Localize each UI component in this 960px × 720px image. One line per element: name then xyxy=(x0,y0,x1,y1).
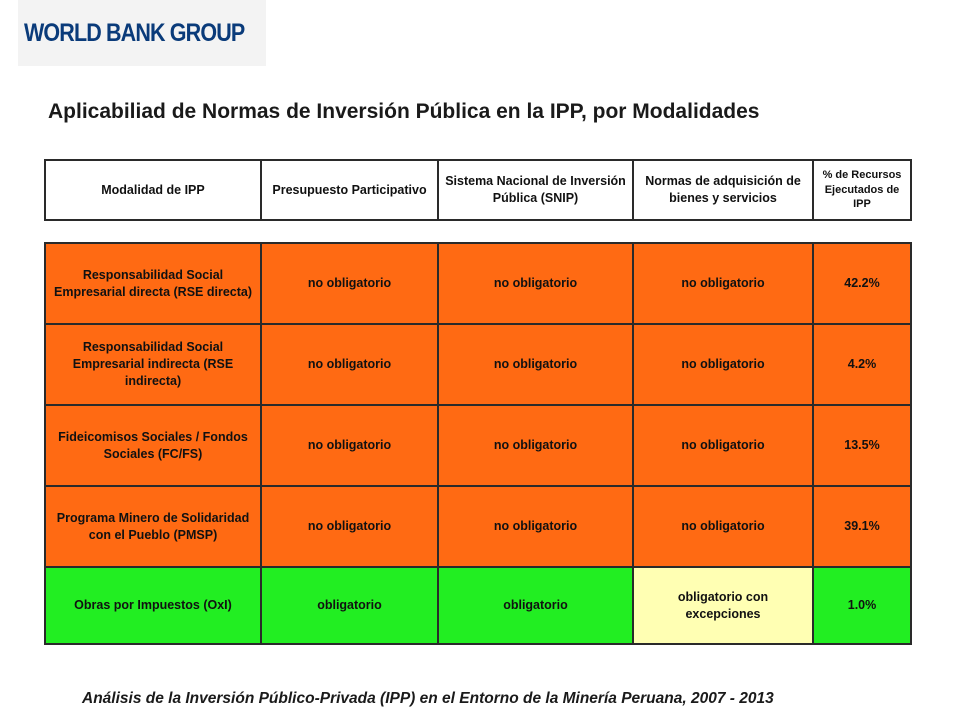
data-table xyxy=(44,242,912,645)
cell-normas: no obligatorio xyxy=(633,405,813,486)
header-presupuesto: Presupuesto Participativo xyxy=(261,160,438,220)
cell-presupuesto: no obligatorio xyxy=(261,486,438,567)
cell-snip: no obligatorio xyxy=(438,243,633,324)
cell-pct: 13.5% xyxy=(813,405,911,486)
header-pct: % de Recursos Ejecutados de IPP xyxy=(813,160,911,220)
cell-modalidad: Responsabilidad Social Empresarial indirecta (RSE indirecta) xyxy=(45,324,261,405)
cell-presupuesto: obligatorio xyxy=(261,567,438,644)
cell-normas: obligatorio con excepciones xyxy=(633,567,813,644)
cell-pct: 1.0% xyxy=(813,567,911,644)
cell-snip: no obligatorio xyxy=(438,486,633,567)
cell-pct: 42.2% xyxy=(813,243,911,324)
cell-modalidad: Fideicomisos Sociales / Fondos Sociales (FC/FS) xyxy=(45,405,261,486)
cell-snip: no obligatorio xyxy=(438,405,633,486)
cell-pct: 4.2% xyxy=(813,324,911,405)
table-row xyxy=(45,405,911,486)
cell-normas: no obligatorio xyxy=(633,486,813,567)
header-normas: Normas de adquisición de bienes y servicios xyxy=(633,160,813,220)
table-row xyxy=(45,567,911,644)
cell-modalidad: Responsabilidad Social Empresarial directa (RSE directa) xyxy=(45,243,261,324)
cell-normas: no obligatorio xyxy=(633,243,813,324)
header-snip: Sistema Nacional de Inversión Pública (SNIP) xyxy=(438,160,633,220)
cell-presupuesto: no obligatorio xyxy=(261,324,438,405)
page-title: Aplicabiliad de Normas de Inversión Pública en la IPP, por Modalidades xyxy=(48,100,760,123)
table-row xyxy=(45,324,911,405)
cell-pct: 39.1% xyxy=(813,486,911,567)
cell-modalidad: Obras por Impuestos (OxI) xyxy=(45,567,261,644)
table-row xyxy=(45,486,911,567)
table-row xyxy=(45,243,911,324)
cell-presupuesto: no obligatorio xyxy=(261,243,438,324)
cell-presupuesto: no obligatorio xyxy=(261,405,438,486)
cell-modalidad: Programa Minero de Solidaridad con el Pueblo (PMSP) xyxy=(45,486,261,567)
header-modalidad: Modalidad de IPP xyxy=(45,160,261,220)
logo-text: WORLD BANK GROUP xyxy=(24,18,245,47)
table-header xyxy=(44,159,912,221)
world-bank-logo xyxy=(18,0,266,66)
cell-snip: no obligatorio xyxy=(438,324,633,405)
cell-normas: no obligatorio xyxy=(633,324,813,405)
cell-snip: obligatorio xyxy=(438,567,633,644)
footer-caption: Análisis de la Inversión Público-Privada (IPP) en el Entorno de la Minería Peruana, 2007 - 2013 xyxy=(82,690,774,707)
